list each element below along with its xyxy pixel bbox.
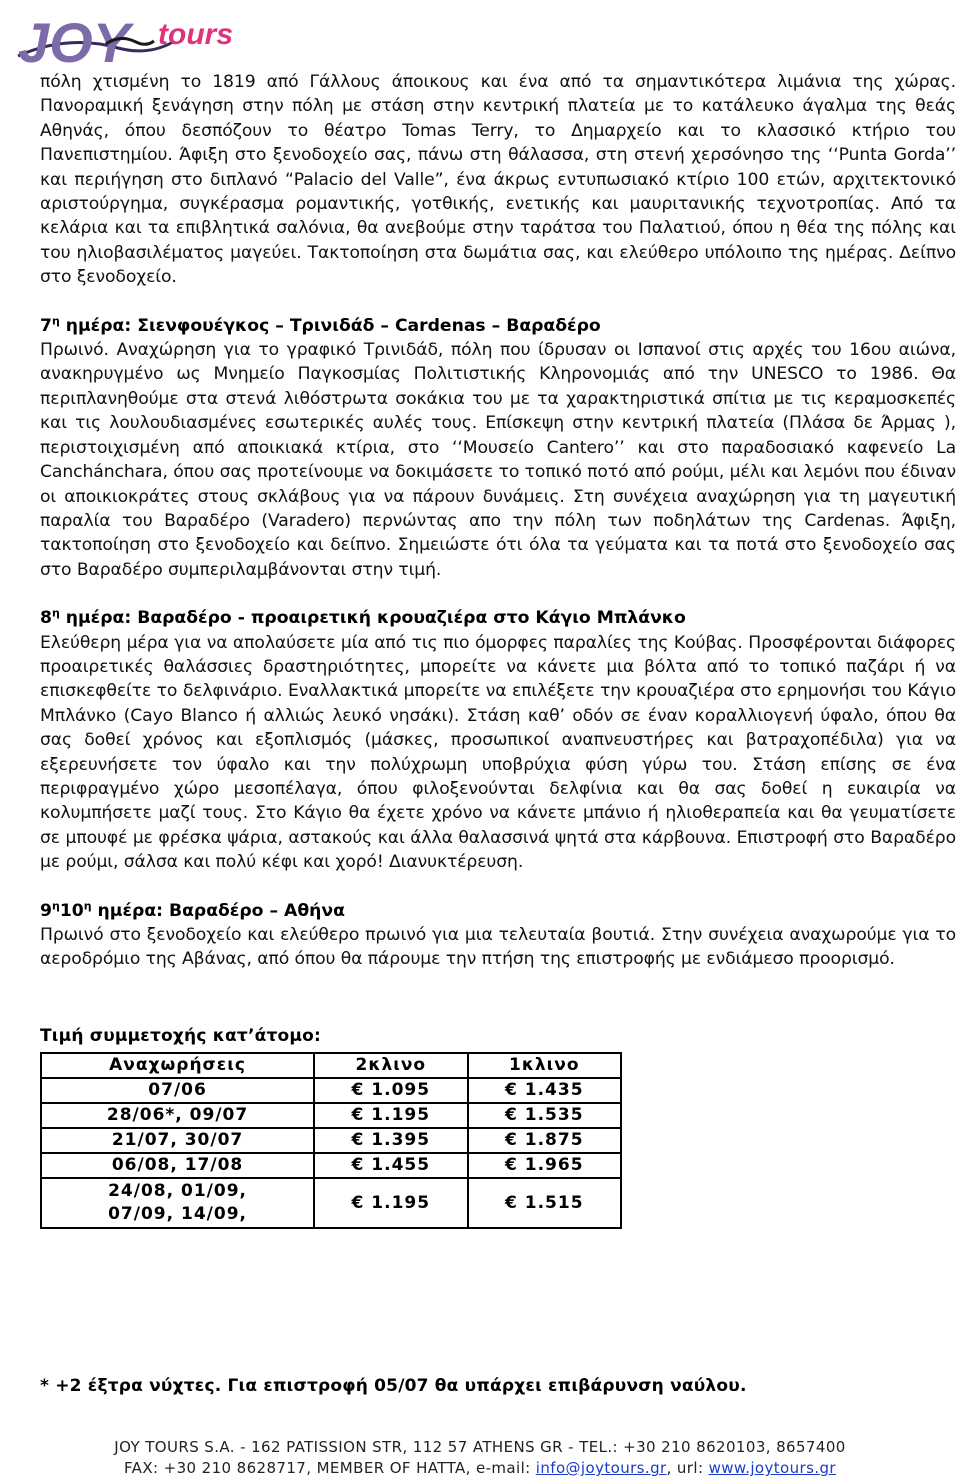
- table-row: [41, 1078, 621, 1103]
- price-single: € 1.535: [468, 1103, 621, 1128]
- price-single: € 1.435: [468, 1078, 621, 1103]
- day-8-text: Ελεύθερη μέρα για να απολαύσετε μία από τις πιο όμορφες παραλίες της Κούβας. Προσφέρονται διάφορες προαιρετικές θαλάσσιες δραστηριότητες, μπορείτε να κάνετε μια βόλτα από το τοπικό παζάρι ή να επισκεφθείτε το δελφινάριο. Εναλλακτικά μπορείτε να επιλέξετε την κρουαζιέρα στο ερημονήσι του Κάγιο Μπλάνκο (Cayo Blanco ή αλλιώς λευκό νησάκι). Στάση καθ’ οδόν σε έναν κοραλλιογενή ύφαλο, όπου θα σας δοθεί χρόνος και εξοπλισμός (μάσκες, προσωπικοί αναπνευστήρες και βατραχοπέδιλα) για να εξερευνήσετε τον ύφαλο και την πολύχρωμη υποβρύχια φύση γύρω του. Στάση επίσης σε ένα περιφραγμένο χώρο μεσοπέλαγα, όπου φιλοξενούνται δελφίνια και θα σας δοθεί η ευκαιρία να κολυμπήσετε μαζί τους. Στο Κάγιο θα έχετε χρόνο να κάνετε μπάνιο ή ηλιοθεραπεία και θα γευματίσετε σε μπουφέ με φρέσκα ψάρια, αστακούς και άλλα θαλασσινά ψητά στα κάρβουνα. Επιστροφή στο Βαραδέρο με ρούμι, σάλσα και πολύ κέφι και χορό! Διανυκτέρευση.: [40, 632, 956, 873]
- departure-date: 28/06*, 09/07: [41, 1103, 314, 1128]
- price-double: € 1.455: [314, 1153, 467, 1178]
- extra-nights-note: * +2 έξτρα νύχτες. Για επιστροφή 05/07 θα υπάρχει επιβάρυνση ναύλου.: [40, 1376, 747, 1396]
- price-single: € 1.875: [468, 1128, 621, 1153]
- footer-contact: FAX: +30 210 8628717, MEMBER OF HATTA, e-mail: info@joytours.gr, url: www.joytours.gr: [124, 1459, 836, 1477]
- price-table-header: [41, 1053, 621, 1078]
- svg-text:tours: tours: [158, 18, 233, 51]
- price-table: [40, 1052, 622, 1229]
- price-single: € 1.515: [468, 1178, 621, 1228]
- departure-date: 07/06: [41, 1078, 314, 1103]
- price-double: € 1.395: [314, 1128, 467, 1153]
- departure-date: 21/07, 30/07: [41, 1128, 314, 1153]
- departure-date: 24/08, 01/09, 07/09, 14/09,: [41, 1178, 314, 1228]
- company-footer: [0, 1437, 960, 1479]
- day-7-text: Πρωινό. Αναχώρηση για το γραφικό Τρινιδάδ, πόλη που ίδρυσαν οι Ισπανοί στις αρχές του 16ου αιώνα, ανακηρυγμένο ως Μνημείο Παγκοσμίας Πολιτιστικής Κληρονομιάς από την UNESCO το 1986. Θα περιπλανηθούμε στα στενά λιθόστρωτα σοκάκια του με τα χαρακτηριστικά σπίτια με τις κεραμοσκεπές και τις λουλουδιασμένες εσωτερικές αυλές τους. Επίσκεψη στην κεντρική πλατεία (Πλάσα δε Άρμας ), περιστοιχισμένη από αποικιακά κτίρια, στο ‘‘Μουσείο Cantero’’ και στο παραδοσιακό καφενείο La Canchánchara, όπου σας προτείνουμε να δοκιμάσετε το τοπικό ποτό από ρούμι, μέλι και λεμόνι που έδιναν οι αποικιοκράτες στους σκλάβους για να πάρουν δυνάμεις. Στη συνέχεια αναχώρηση για τη μαγευτική παραλία του Βαραδέρο (Varadero) περνώντας απο την πόλη των ποδηλάτων της Cardenas. Άφιξη, τακτοποίηση στο ξενοδοχείο και δείπνο. Σημειώστε ότι όλα τα γεύματα και τα ποτά στο ξενοδοχείο σας στο Βαραδέρο συμπεριλαμβάνονται στην τιμή.: [40, 340, 956, 580]
- table-row: [41, 1153, 621, 1178]
- day-7-title: $7^\eta$ ημέρα: Σιενφουέγκος – Τρινιδάδ – Cardenas – Βαραδέρο: [40, 313, 601, 336]
- itinerary-content: [40, 70, 956, 1229]
- price-double: € 1.195: [314, 1103, 467, 1128]
- header-single: 1κλινο: [468, 1053, 621, 1078]
- header-double: 2κλινο: [314, 1053, 467, 1078]
- price-double: € 1.095: [314, 1078, 467, 1103]
- intro-paragraph: πόλη χτισμένη το 1819 από Γάλλους άποικους και ένα από τα σημαντικότερα λιμάνια της χώρας. Πανοραμική ξενάγηση στην πόλη με στάση στην κεντρική πλατεία με το κατάλευκο άγαλμα της θεάς Αθηνάς, όπου δεσπόζουν το θέατρο Tomas Terry, το Δημαρχείο και το κλασσικό κτήριο του Πανεπιστημίου. Άφιξη στο ξενοδοχείο σας, πάνω στη θάλασσα, στη στενή χερσόνησο της ‘‘Punta Gorda’’ και περιήγηση στο διπλανό “Palacio del Valle”, ένα άκρως εντυπωσιακό κτίριο 100 ετών, αρχιτεκτονικό αριστούργημα, συγκέρασμα ρομαντικής, γοτθικής, ενετικής και μαυριτανικής τεχνοτροπίας. Από τα κελάρια και τα επιβλητικά σαλόνια, θα ανεβούμε στην ταράτσα του Παλατιού, όπου η θέα της πόλης και του ηλιοβασιλέματος μαγεύει. Τακτοποίηση στα δωμάτια σας, και ελεύθερο υπόλοιπο της ημέρας. Δείπνο στο ξενοδοχείο.: [40, 72, 956, 288]
- table-row: [41, 1103, 621, 1128]
- header-departures: Αναχωρήσεις: [41, 1053, 314, 1078]
- footer-address: JOY TOURS S.A. - 162 PATISSION STR, 112 57 ATHENS GR - TEL.: +30 210 8620103, 8657400: [114, 1438, 846, 1456]
- day-9-10-text: Πρωινό στο ξενοδοχείο και ελεύθερο πρωινό για μια τελευταία βουτιά. Στην συνέχεια αναχωρούμε για το αεροδρόμιο της Αβάνας, από όπου θα πάρουμε την πτήση της επιστροφής με ενδιάμεσο προορισμό.: [40, 925, 956, 970]
- price-title: Τιμή συμμετοχής κατ’άτομο:: [40, 1025, 322, 1046]
- joytours-logo: [8, 4, 244, 74]
- day-9-10-title: $9^\eta 10^\eta$ ημέρα: Βαραδέρο – Αθήνα: [40, 898, 345, 921]
- table-row: [41, 1178, 621, 1228]
- email-link[interactable]: info@joytours.gr: [535, 1459, 667, 1477]
- website-link[interactable]: www.joytours.gr: [708, 1459, 836, 1477]
- price-double: € 1.195: [314, 1178, 467, 1228]
- price-single: € 1.965: [468, 1153, 621, 1178]
- svg-text:JOY: JOY: [18, 11, 131, 74]
- departure-date: 06/08, 17/08: [41, 1153, 314, 1178]
- day-8-title: $8^\eta$ ημέρα: Βαραδέρο - προαιρετική κρουαζιέρα στο Κάγιο Μπλάνκο: [40, 606, 686, 629]
- table-row: [41, 1128, 621, 1153]
